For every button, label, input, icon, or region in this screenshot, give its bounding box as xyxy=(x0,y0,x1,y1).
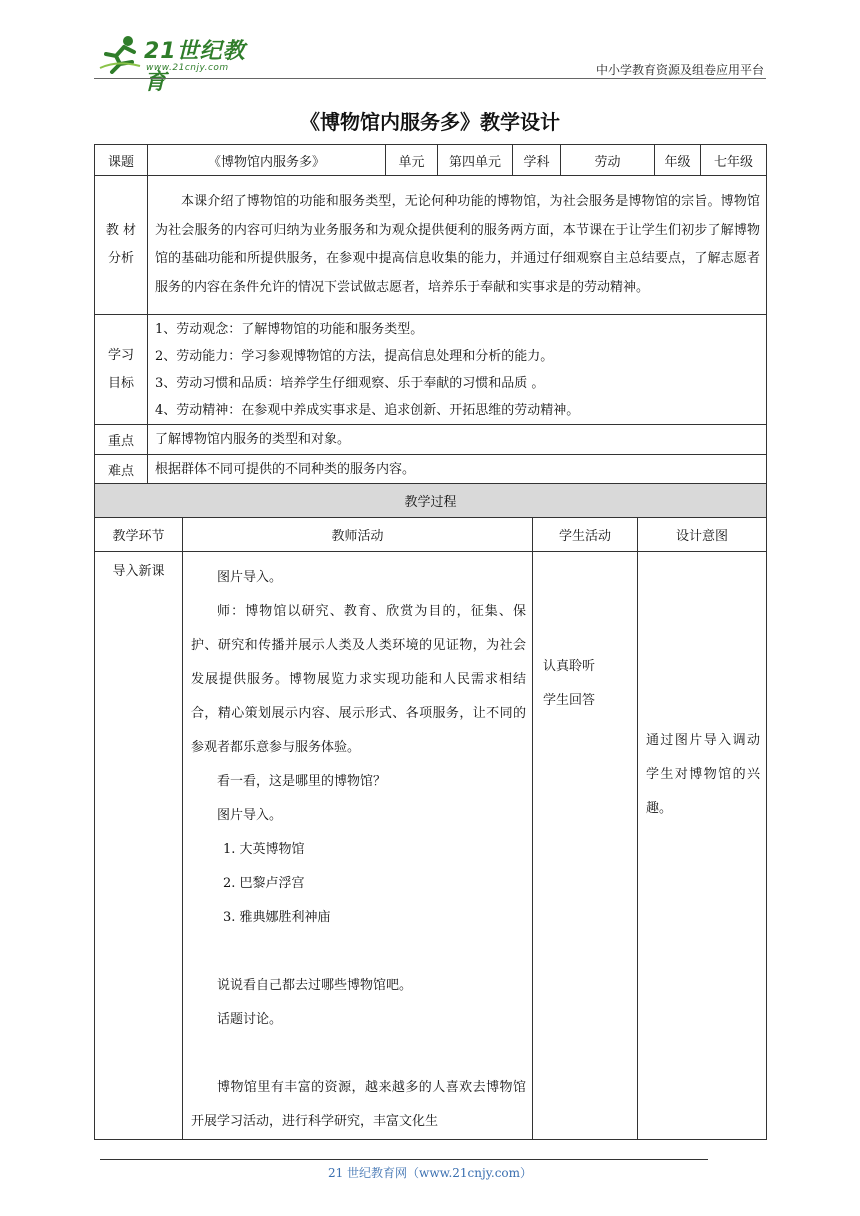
teaching-process-table xyxy=(94,483,767,1140)
key-point-text: 了解博物馆内服务的类型和对象。 xyxy=(148,425,767,455)
topic-value: 《博物馆内服务多》 xyxy=(148,145,386,176)
col-teacher-header: 教师活动 xyxy=(183,518,533,552)
teacher-activity xyxy=(183,552,533,1140)
subject-value: 劳动 xyxy=(561,145,655,176)
teacher-line: 图片导入。 xyxy=(217,808,283,823)
col-student-header: 学生活动 xyxy=(533,518,638,552)
analysis-label xyxy=(95,176,148,315)
student-activity xyxy=(533,552,638,1140)
difficulty-text: 根据群体不同可提供的不同种类的服务内容。 xyxy=(148,455,767,485)
goal-item: 3、劳动习惯和品质：培养学生仔细观察、乐于奉献的习惯和品质 。 xyxy=(155,375,545,391)
analysis-label-line1: 教 材 xyxy=(105,223,137,238)
subject-label: 学科 xyxy=(513,145,561,176)
goals-label xyxy=(95,315,148,425)
process-title: 教学过程 xyxy=(95,484,767,518)
col-stage-header: 教学环节 xyxy=(95,518,183,552)
analysis-text xyxy=(148,176,767,315)
teacher-line: 图片导入。 xyxy=(217,570,283,585)
difficulty-label: 难点 xyxy=(95,455,148,485)
museum-list-item: 1. 大英博物馆 xyxy=(223,842,305,857)
key-point-label: 重点 xyxy=(95,425,148,455)
teacher-paragraph: 博物馆里有丰富的资源，越来越多的人喜欢去博物馆开展学习活动，进行科学研究，丰富文化生 xyxy=(191,1080,526,1129)
analysis-label-line2: 分析 xyxy=(107,251,134,266)
grade-label: 年级 xyxy=(655,145,701,176)
goals-list xyxy=(148,315,767,425)
logo-url: www.21cnjy.com xyxy=(146,63,229,73)
goal-item: 1、劳动观念：了解博物馆的功能和服务类型。 xyxy=(155,321,424,337)
lesson-info-table xyxy=(94,144,767,485)
logo-text: 21世纪教育 xyxy=(144,39,246,95)
goal-item: 4、劳动精神：在参观中养成实事求是、追求创新、开拓思维的劳动精神。 xyxy=(155,402,580,418)
runner-logo-icon xyxy=(98,34,142,74)
grade-value: 七年级 xyxy=(701,145,767,176)
footer-link[interactable]: 21 世纪教育网（www.21cnjy.com） xyxy=(327,1166,533,1180)
analysis-paragraph: 本课介绍了博物馆的功能和服务类型，无论何种功能的博物馆，为社会服务是博物馆的宗旨。博物馆为社会服务的内容可归纳为业务服务和为观众提供便利的服务两方面，本节课在于让学生们初步了解博物馆的基础功能和所提供服务，在参观中提高信息收集的能力，并通过仔细观察自主总结要点，了解志愿者服务的内容在条件允许的情况下尝试做志愿者，培养乐于奉献和实事求是的劳动精神。 xyxy=(155,194,760,295)
site-logo[interactable] xyxy=(94,30,264,95)
unit-label: 单元 xyxy=(386,145,438,176)
col-intent-header: 设计意图 xyxy=(638,518,767,552)
student-line: 学生回答 xyxy=(543,693,596,708)
teacher-line: 话题讨论。 xyxy=(217,1012,283,1027)
goal-item: 2、劳动能力：学习参观博物馆的方法，提高信息处理和分析的能力。 xyxy=(155,348,554,364)
museum-list-item: 2. 巴黎卢浮宫 xyxy=(223,876,305,891)
museum-list-item: 3. 雅典娜胜利神庙 xyxy=(223,910,331,925)
topic-label: 课题 xyxy=(95,145,148,176)
stage-cell: 导入新课 xyxy=(95,552,183,1140)
header-divider xyxy=(94,78,766,79)
intent-text: 通过图片导入调动学生对博物馆的兴趣。 xyxy=(646,733,761,816)
design-intent xyxy=(638,552,767,1140)
footer-divider xyxy=(100,1159,708,1160)
teacher-line: 说说看自己都去过哪些博物馆吧。 xyxy=(217,978,413,993)
page-title: 《博物馆内服务多》教学设计 xyxy=(300,110,560,134)
teacher-line: 看一看，这是哪里的博物馆？ xyxy=(217,774,387,789)
goals-label-line2: 目标 xyxy=(107,375,134,391)
platform-name: 中小学教育资源及组卷应用平台 xyxy=(595,63,764,77)
unit-value: 第四单元 xyxy=(438,145,513,176)
goals-label-line1: 学习 xyxy=(107,347,134,363)
page-header xyxy=(94,30,766,95)
student-line: 认真聆听 xyxy=(543,659,596,674)
teacher-paragraph: 师：博物馆以研究、教育、欣赏为目的，征集、保护、研究和传播并展示人类及人类环境的见证物，为社会发展提供服务。博物展览力求实现功能和人民需求相结合，精心策划展示内容、展示形式、各项服务，让不同的参观者都乐意参与服务体验。 xyxy=(191,604,526,755)
